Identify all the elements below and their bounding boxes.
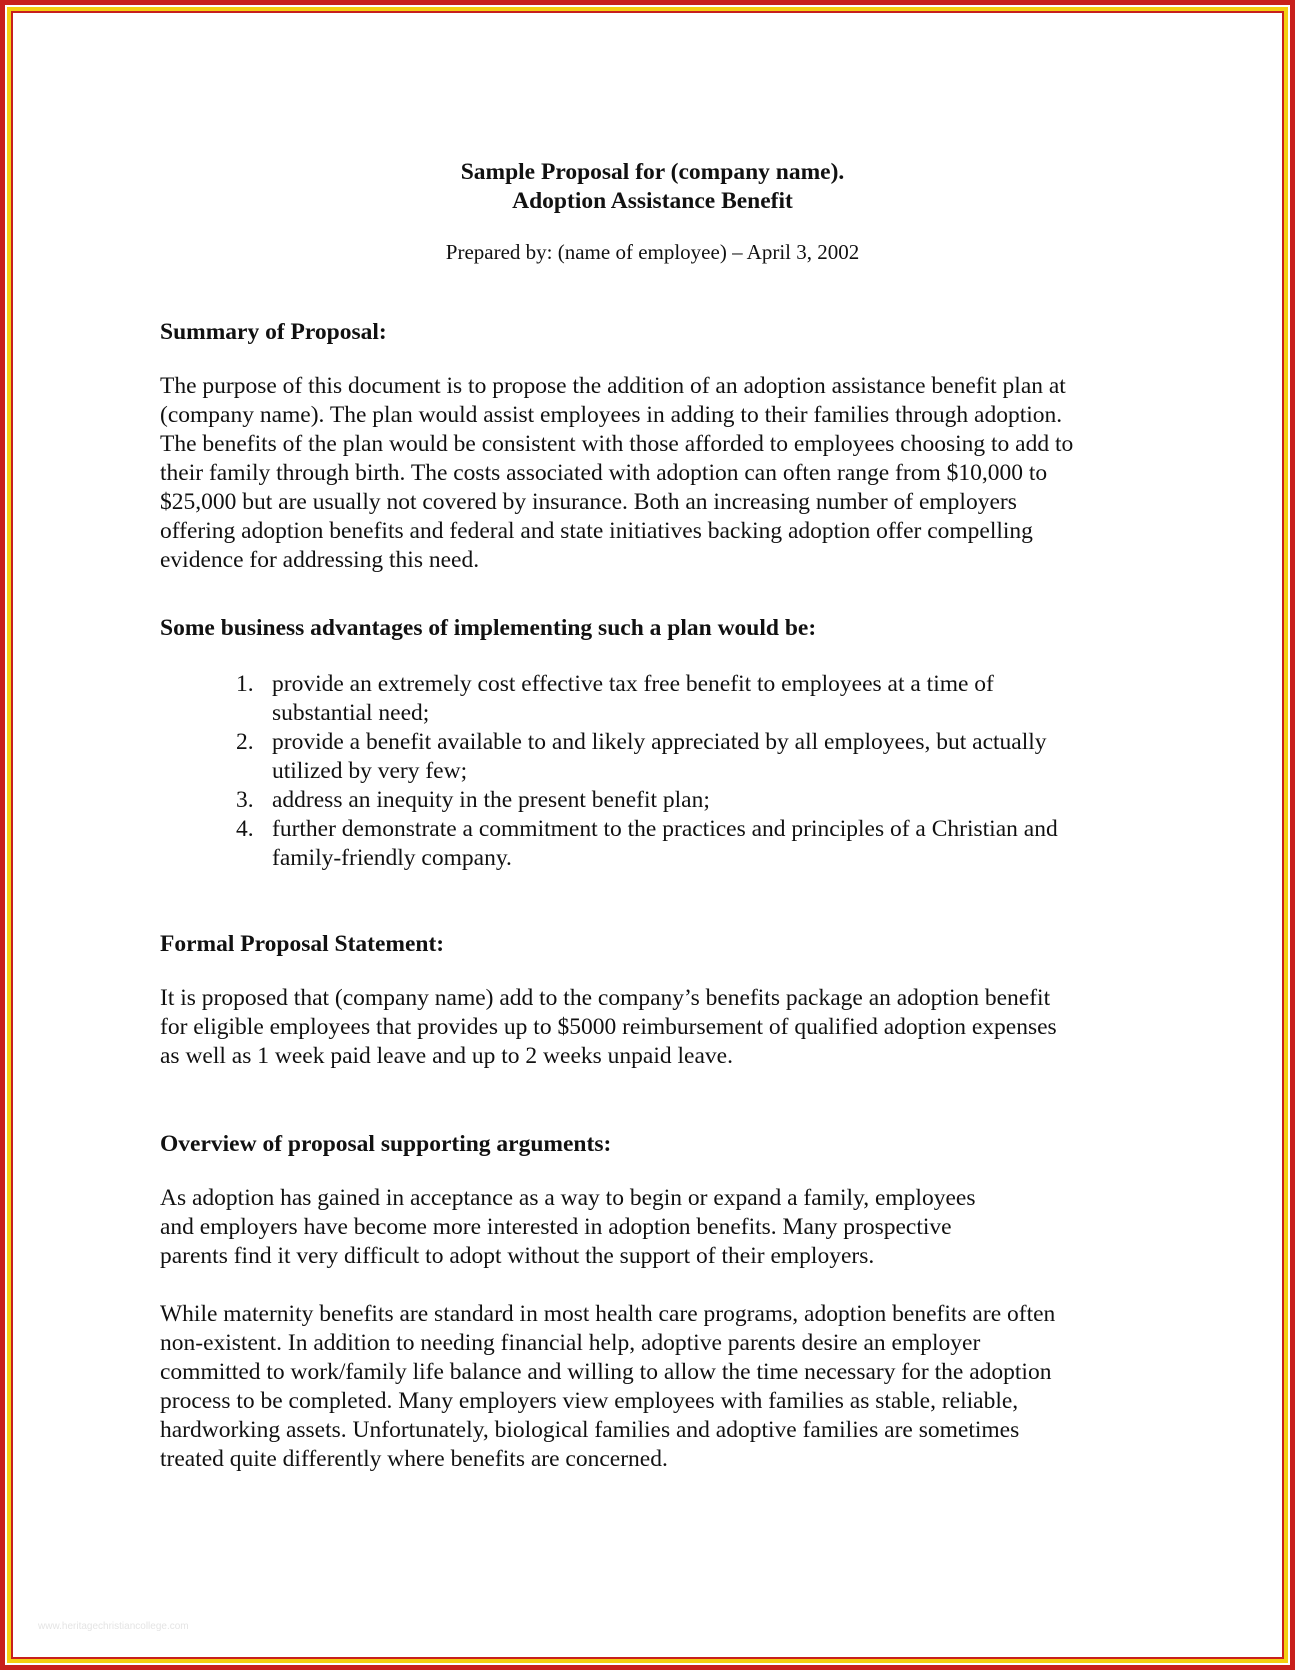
list-item-line: utilized by very few; <box>272 758 468 784</box>
formal-line: as well as 1 week paid leave and up to 2 weeks unpaid leave. <box>160 1043 733 1069</box>
list-item-line: substantial need; <box>272 700 430 726</box>
formal-line: for eligible employees that provides up to $5000 reimbursement of qualified adoption expenses <box>160 1014 1057 1040</box>
list-item-number: 2. <box>236 729 254 755</box>
overview-line: parents find it very difficult to adopt without the support of their employers. <box>160 1243 875 1269</box>
overview-heading: Overview of proposal supporting arguments: <box>160 1131 612 1157</box>
overview-line: non-existent. In addition to needing financial help, adoptive parents desire an employer <box>160 1330 981 1356</box>
overview-line: and employers have become more interested in adoption benefits. Many prospective <box>160 1214 952 1240</box>
prepared-by-line: Prepared by: (name of employee) – April 3, 2002 <box>445 240 860 264</box>
overview-line: committed to work/family life balance and willing to allow the time necessary for the adoption <box>160 1359 1052 1385</box>
overview-paragraph-2 <box>160 1300 1145 1474</box>
summary-line: (company name). The plan would assist employees in adding to their families through adoption. <box>160 402 1063 428</box>
advantages-heading: Some business advantages of implementing such a plan would be: <box>160 615 817 641</box>
list-item-number: 1. <box>236 671 254 697</box>
list-item-number: 3. <box>236 787 254 813</box>
watermark-text: www.heritagechristiancollege.com <box>38 1621 189 1632</box>
summary-heading: Summary of Proposal: <box>160 319 387 345</box>
formal-statement-paragraph <box>160 984 1145 1071</box>
list-item <box>236 670 1116 728</box>
summary-line: $25,000 but are usually not covered by insurance. Both an increasing number of employers <box>160 489 1017 515</box>
list-item <box>236 786 1116 815</box>
list-item-line: further demonstrate a commitment to the practices and principles of a Christian and <box>272 816 1058 842</box>
advantages-list <box>236 670 1116 873</box>
overview-paragraph-1 <box>160 1184 1145 1271</box>
document-subtitle: Adoption Assistance Benefit <box>512 188 793 214</box>
summary-line: offering adoption benefits and federal and state initiatives backing adoption offer compelling <box>160 518 1033 544</box>
overview-line: process to be completed. Many employers view employees with families as stable, reliable, <box>160 1388 1019 1414</box>
summary-line: their family through birth. The costs associated with adoption can often range from $10,000 to <box>160 460 1048 486</box>
summary-line: The benefits of the plan would be consistent with those afforded to employees choosing to add to <box>160 431 1074 457</box>
overview-line: treated quite differently where benefits are concerned. <box>160 1446 668 1472</box>
overview-line: As adoption has gained in acceptance as a way to begin or expand a family, employees <box>160 1185 976 1211</box>
summary-line: The purpose of this document is to propose the addition of an adoption assistance benefit plan at <box>160 373 1066 399</box>
list-item-number: 4. <box>236 816 254 842</box>
list-item-line: family-friendly company. <box>272 845 512 871</box>
list-item <box>236 815 1116 873</box>
list-item-line: address an inequity in the present benefit plan; <box>272 787 710 813</box>
formal-statement-heading: Formal Proposal Statement: <box>160 931 445 957</box>
summary-line: evidence for addressing this need. <box>160 547 480 573</box>
list-item-line: provide an extremely cost effective tax free benefit to employees at a time of <box>272 671 994 697</box>
overview-line: hardworking assets. Unfortunately, biological families and adoptive families are sometimes <box>160 1417 1020 1443</box>
list-item <box>236 728 1116 786</box>
overview-line: While maternity benefits are standard in most health care programs, adoption benefits are often <box>160 1301 1056 1327</box>
formal-line: It is proposed that (company name) add to the company’s benefits package an adoption benefit <box>160 985 1051 1011</box>
summary-paragraph <box>160 372 1145 575</box>
list-item-line: provide a benefit available to and likely appreciated by all employees, but actually <box>272 729 1047 755</box>
document-title: Sample Proposal for (company name). <box>460 159 845 185</box>
